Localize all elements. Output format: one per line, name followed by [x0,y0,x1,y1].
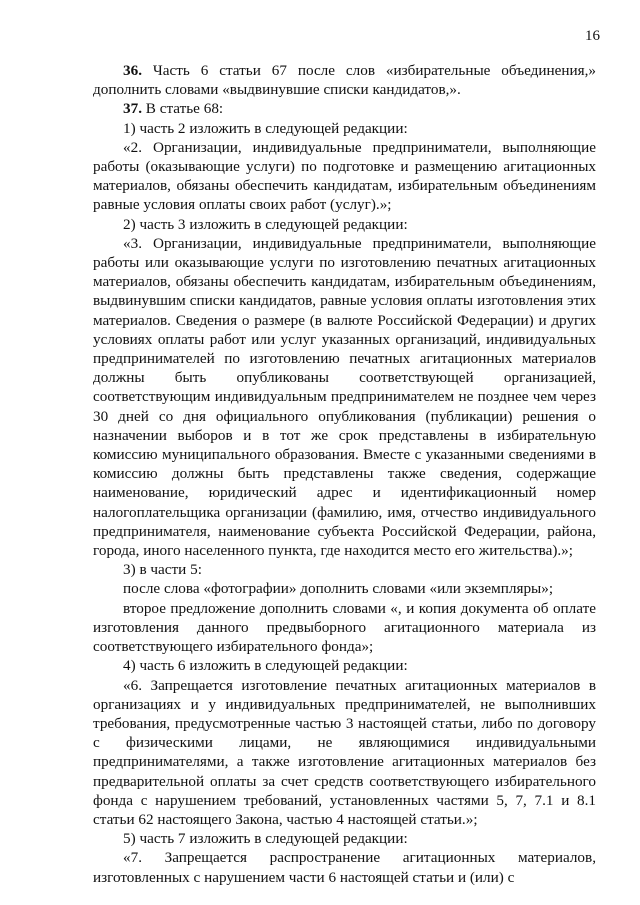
paragraph: «7. Запрещается распространение агитационных материалов, изготовленных с нарушением части 6 настоящей статьи и (или) с [93,849,596,886]
paragraph: второе предложение дополнить словами «, и копия документа об оплате изготовления данного предвыборного агитационного материала из соответствующего избирательного фонда»; [93,599,596,656]
paragraph-37 [93,99,596,118]
paragraph: «3. Организации, индивидуальные предприниматели, выполняющие работы или оказывающие услуги по изготовлению печатных агитационных материалов, обязаны обеспечить кандидатам, избирательным объединениям, выдвинувшим списки кандидатов, равные условия оплаты изготовления этих материалов. Сведения о размере (в валюте Российской Федерации) и других условиях оплаты работ или услуг указанных организаций, индивидуальных предпринимателей по изготовлению печатных агитационных материалов должны быть опубликованы соответствующей организацией, соответствующим индивидуальным предпринимателем не позднее чем через 30 дней со дня официального опубликования (публикации) решения о назначении выборов и в тот же срок представлены в избирательную комиссию муниципального образования. Вместе с указанными сведениями в комиссию должны быть представлены также сведения, содержащие наименование, юридический адрес и идентификационный номер налогоплательщика организации (фамилию, имя, отчество индивидуального предпринимателя, наименование субъекта Российской Федерации, района, города, иного населенного пункта, где находится место его жительства).»; [93,234,596,560]
paragraph: «2. Организации, индивидуальные предприниматели, выполняющие работы (оказывающие услуги) по подготовке и размещению агитационных материалов, обязаны обеспечить кандидатам, избирательным объединениям равные условия оплаты своих работ (услуг).»; [93,138,596,214]
page-number: 16 [585,28,600,44]
paragraph-text: Часть 6 статьи 67 после слов «избирательные объединения,» дополнить словами «выдвинувшие списки кандидатов,». [93,62,596,99]
paragraph: 2) часть 3 изложить в следующей редакции: [123,215,408,233]
paragraph: 3) в части 5: [123,561,202,579]
paragraph: после слова «фотографии» дополнить словами «или экземпляры»; [123,580,554,598]
paragraph-36 [93,61,596,99]
paragraph: 1) часть 2 изложить в следующей редакции: [123,119,408,137]
document-body [93,61,596,887]
paragraph: 5) часть 7 изложить в следующей редакции: [123,830,408,848]
item-number: 36. [123,62,142,79]
paragraph-text: В статье 68: [141,100,224,118]
paragraph: «6. Запрещается изготовление печатных агитационных материалов в организациях и у индивидуальных предпринимателей, не выполнивших требования, предусмотренные частью 3 настоящей статьи, либо по договору с физическими лицами, не являющимися индивидуальными предпринимателями, а также изготовление агитационных материалов без предварительной оплаты за счет средств соответствующего избирательного фонда с нарушением требований, установленных частями 5, 7, 7.1 и 8.1 статьи 62 настоящего Закона, частью 4 настоящей статьи.»; [93,676,596,828]
item-number: 37. [123,100,142,118]
paragraph: 4) часть 6 изложить в следующей редакции: [123,657,408,675]
